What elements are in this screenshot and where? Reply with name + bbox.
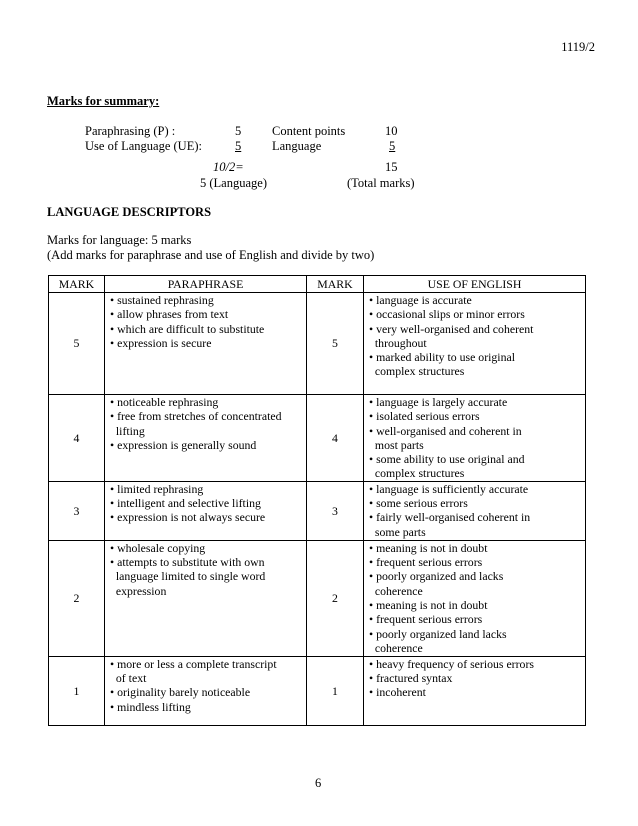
english-mark-cell: 1: [307, 656, 364, 725]
table-row: [49, 293, 586, 395]
english-descriptor-item: most parts: [369, 437, 424, 452]
english-descriptor-item: • language is sufficiently accurate: [369, 481, 529, 496]
paraphrase-descriptor-cell: [105, 656, 307, 725]
summary-total-label: (Total marks): [347, 176, 415, 190]
english-descriptor-item: • incoherent: [369, 685, 426, 700]
header-use-of-english: USE OF ENGLISH: [364, 276, 586, 293]
english-mark-cell: 3: [307, 481, 364, 540]
language-rubric-table: [48, 275, 586, 726]
page-number: 6: [315, 776, 322, 790]
header-mark: MARK: [49, 276, 105, 293]
summary-label-paraphrasing: Paraphrasing (P) :: [85, 124, 176, 138]
paraphrase-descriptor-cell: [105, 293, 307, 395]
english-descriptor-item: • fairly well-organised coherent in: [369, 510, 531, 525]
english-descriptor-item: • fractured syntax: [369, 671, 453, 686]
english-mark-cell: 4: [307, 395, 364, 482]
english-descriptor-item: • isolated serious errors: [369, 409, 480, 424]
paraphrase-descriptor-item: • originality barely noticeable: [110, 685, 251, 700]
english-descriptor-item: • frequent serious errors: [369, 555, 483, 570]
paraphrase-descriptor-item: language limited to single word: [110, 569, 266, 584]
paraphrase-descriptor-cell: [105, 481, 307, 540]
paraphrase-descriptor-item: • expression is not always secure: [110, 510, 266, 525]
table-row: [49, 395, 586, 482]
english-descriptor-item: • marked ability to use original: [369, 350, 515, 365]
english-mark-cell: 5: [307, 293, 364, 395]
english-descriptor-item: throughout: [369, 335, 427, 350]
summary-calc-divide: 10/2=: [213, 160, 244, 174]
paraphrase-mark-cell: 2: [49, 540, 105, 656]
summary-value-content-points: 10: [385, 124, 398, 138]
english-descriptor-cell: [364, 540, 586, 656]
paraphrase-descriptor-item: of text: [110, 671, 147, 686]
summary-value-use-of-language: 5: [235, 139, 242, 153]
paraphrase-descriptor-item: lifting: [110, 423, 145, 438]
english-descriptor-item: complex structures: [369, 364, 465, 379]
paraphrase-descriptor-item: • expression is secure: [110, 335, 212, 350]
summary-calc-language-marks: 5 (Language): [200, 176, 267, 190]
paraphrase-descriptor-item: • noticeable rephrasing: [110, 395, 219, 409]
english-descriptor-item: • very well-organised and coherent: [369, 321, 534, 336]
language-marks-line: Marks for language: 5 marks: [47, 233, 192, 247]
paraphrase-descriptor-item: • allow phrases from text: [110, 307, 229, 322]
english-mark-cell: 2: [307, 540, 364, 656]
paraphrase-mark-cell: 5: [49, 293, 105, 395]
paraphrase-descriptor-item: • free from stretches of concentrated: [110, 409, 282, 424]
paraphrase-descriptor-item: • expression is generally sound: [110, 437, 257, 452]
english-descriptor-item: complex structures: [369, 466, 465, 481]
english-descriptor-item: • meaning is not in doubt: [369, 540, 488, 555]
language-instruction-line: (Add marks for paraphrase and use of English and divide by two): [47, 248, 375, 262]
english-descriptor-item: • language is largely accurate: [369, 395, 508, 409]
header-paraphrase: PARAPHRASE: [105, 276, 307, 293]
paraphrase-descriptor-item: • limited rephrasing: [110, 481, 204, 496]
paraphrase-descriptor-item: expression: [110, 583, 167, 598]
summary-value-language: 5: [389, 139, 396, 153]
english-descriptor-item: • poorly organized and lacks: [369, 569, 504, 584]
english-descriptor-cell: [364, 293, 586, 395]
english-descriptor-cell: [364, 656, 586, 725]
english-descriptor-item: • occasional slips or minor errors: [369, 307, 525, 322]
language-descriptors-heading: LANGUAGE DESCRIPTORS: [47, 205, 212, 219]
summary-total-value: 15: [385, 160, 398, 174]
english-descriptor-item: • some ability to use original and: [369, 452, 525, 467]
english-descriptor-cell: [364, 481, 586, 540]
table-header-row: [49, 276, 586, 293]
paraphrase-descriptor-item: • sustained rephrasing: [110, 293, 214, 307]
paraphrase-descriptor-item: • intelligent and selective lifting: [110, 496, 261, 511]
paraphrase-descriptor-item: • which are difficult to substitute: [110, 321, 265, 336]
english-descriptor-item: • language is accurate: [369, 293, 472, 307]
english-descriptor-item: some parts: [369, 524, 426, 539]
english-descriptor-item: coherence: [369, 583, 423, 598]
paraphrase-descriptor-item: • mindless lifting: [110, 699, 191, 714]
english-descriptor-cell: [364, 395, 586, 482]
paraphrase-descriptor-item: • more or less a complete transcript: [110, 656, 277, 671]
summary-value-paraphrasing: 5: [235, 124, 242, 138]
table-row: [49, 540, 586, 656]
paraphrase-descriptor-item: • wholesale copying: [110, 540, 206, 555]
paraphrase-descriptor-item: • attempts to substitute with own: [110, 555, 265, 570]
paraphrase-mark-cell: 4: [49, 395, 105, 482]
english-descriptor-item: • heavy frequency of serious errors: [369, 656, 534, 671]
paraphrase-mark-cell: 3: [49, 481, 105, 540]
english-descriptor-item: • poorly organized land lacks: [369, 626, 507, 641]
paraphrase-descriptor-cell: [105, 395, 307, 482]
summary-label-content-points: Content points: [272, 124, 346, 138]
summary-label-use-of-language: Use of Language (UE):: [85, 139, 202, 153]
summary-label-language: Language: [272, 139, 322, 153]
header-mark-2: MARK: [307, 276, 364, 293]
paraphrase-mark-cell: 1: [49, 656, 105, 725]
english-descriptor-item: • some serious errors: [369, 496, 468, 511]
english-descriptor-item: • meaning is not in doubt: [369, 597, 488, 612]
table-row: [49, 656, 586, 725]
paraphrase-descriptor-cell: [105, 540, 307, 656]
english-descriptor-item: coherence: [369, 640, 423, 655]
summary-heading: Marks for summary:: [47, 94, 160, 108]
english-descriptor-item: • well-organised and coherent in: [369, 423, 522, 438]
table-row: [49, 481, 586, 540]
english-descriptor-item: • frequent serious errors: [369, 612, 483, 627]
document-code: 1119/2: [561, 40, 595, 54]
